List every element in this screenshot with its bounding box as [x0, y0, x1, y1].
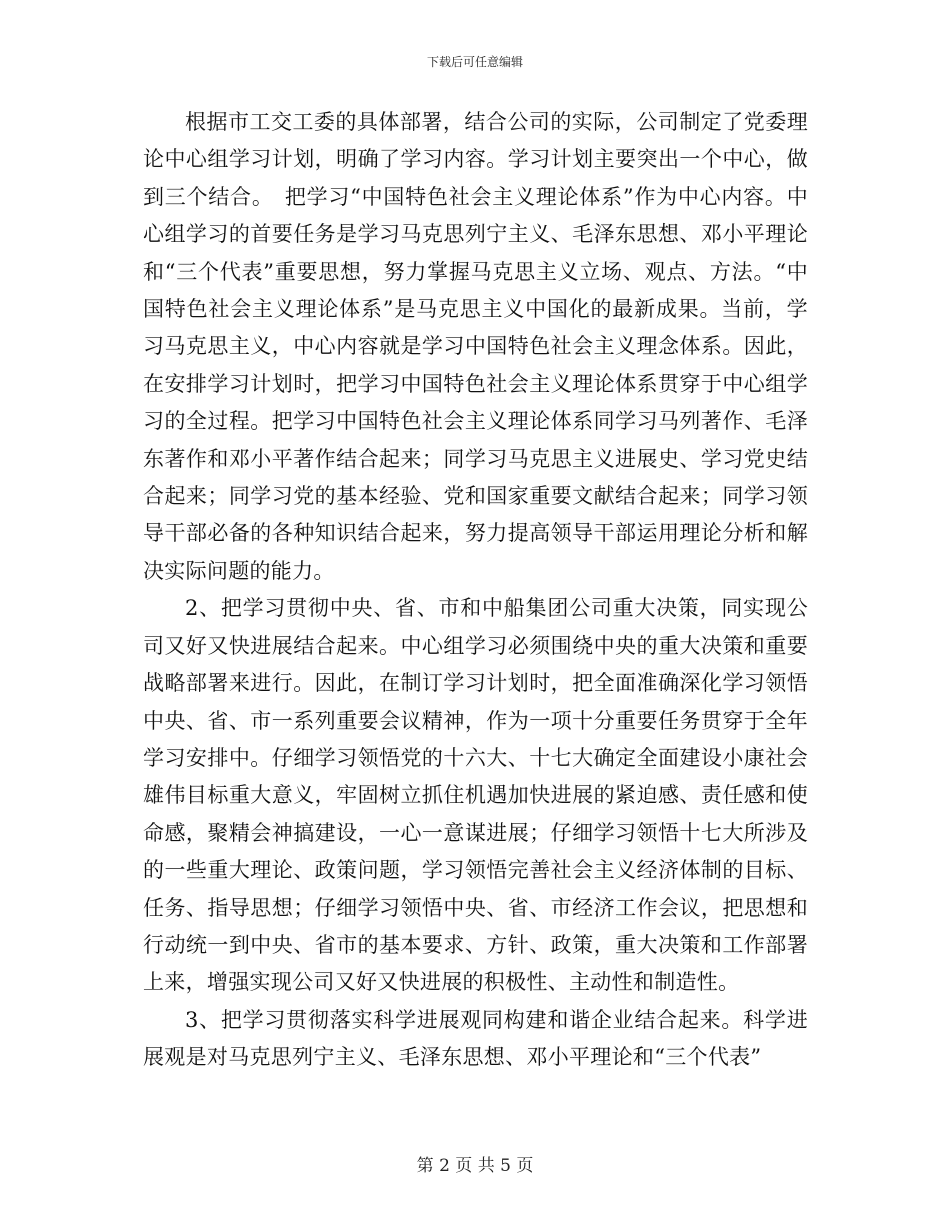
paragraph-1: 根据市工交工委的具体部署，结合公司的实际，公司制定了党委理论中心组学习计划，明确了学习内容。学习计划主要突出一个中心，做到三个结合。 把学习“中国特色社会主义理论体系”作为中心内容。中心组学习的首要任务是学习马克思列宁主义、毛泽东思想、邓小平理论和“三个代表”重要思想，努力掌握马克思主义立场、观点、方法。“中国特色社会主义理论体系”是马克思主义中国化的最新成果。当前，学习马克思主义，中心内容就是学习中国特色社会主义理念体系。因此，在安排学习计划时，把学习中国特色社会主义理论体系贯穿于中心组学习的全过程。把学习中国特色社会主义理论体系同学习马列著作、毛泽东著作和邓小平著作结合起来；同学习马克思主义进展史、学习党史结合起来；同学习党的基本经验、党和国家重要文献结合起来；同学习领导干部必备的各种知识结合起来，努力提高领导干部运用理论分析和解决实际问题的能力。: [143, 110, 808, 583]
document-body: [143, 104, 808, 1077]
page-number-footer: 第 2 页 共 5 页: [416, 1156, 534, 1176]
page-header: 下载后可任意编辑: [426, 55, 523, 69]
paragraph-3: 3、把学习贯彻落实科学进展观同构建和谐企业结合起来。科学进展观是对马克思列宁主义、毛泽东思想、邓小平理论和“三个代表”: [143, 1007, 808, 1070]
paragraph-2: 2、把学习贯彻中央、省、市和中船集团公司重大决策，同实现公司又好又快进展结合起来。中心组学习必须围绕中央的重大决策和重要战略部署来进行。因此，在制订学习计划时，把全面准确深化学习领悟中央、省、市一系列重要会议精神，作为一项十分重要任务贯穿于全年学习安排中。仔细学习领悟党的十六大、十七大确定全面建设小康社会雄伟目标重大意义，牢固树立抓住机遇加快进展的紧迫感、责任感和使命感，聚精会神搞建设，一心一意谋进展；仔细学习领悟十七大所涉及的一些重大理论、政策问题，学习领悟完善社会主义经济体制的目标、任务、指导思想；仔细学习领悟中央、省、市经济工作会议，把思想和行动统一到中央、省市的基本要求、方针、政策，重大决策和工作部署上来，增强实现公司又好又快进展的积极性、主动性和制造性。: [143, 596, 808, 995]
